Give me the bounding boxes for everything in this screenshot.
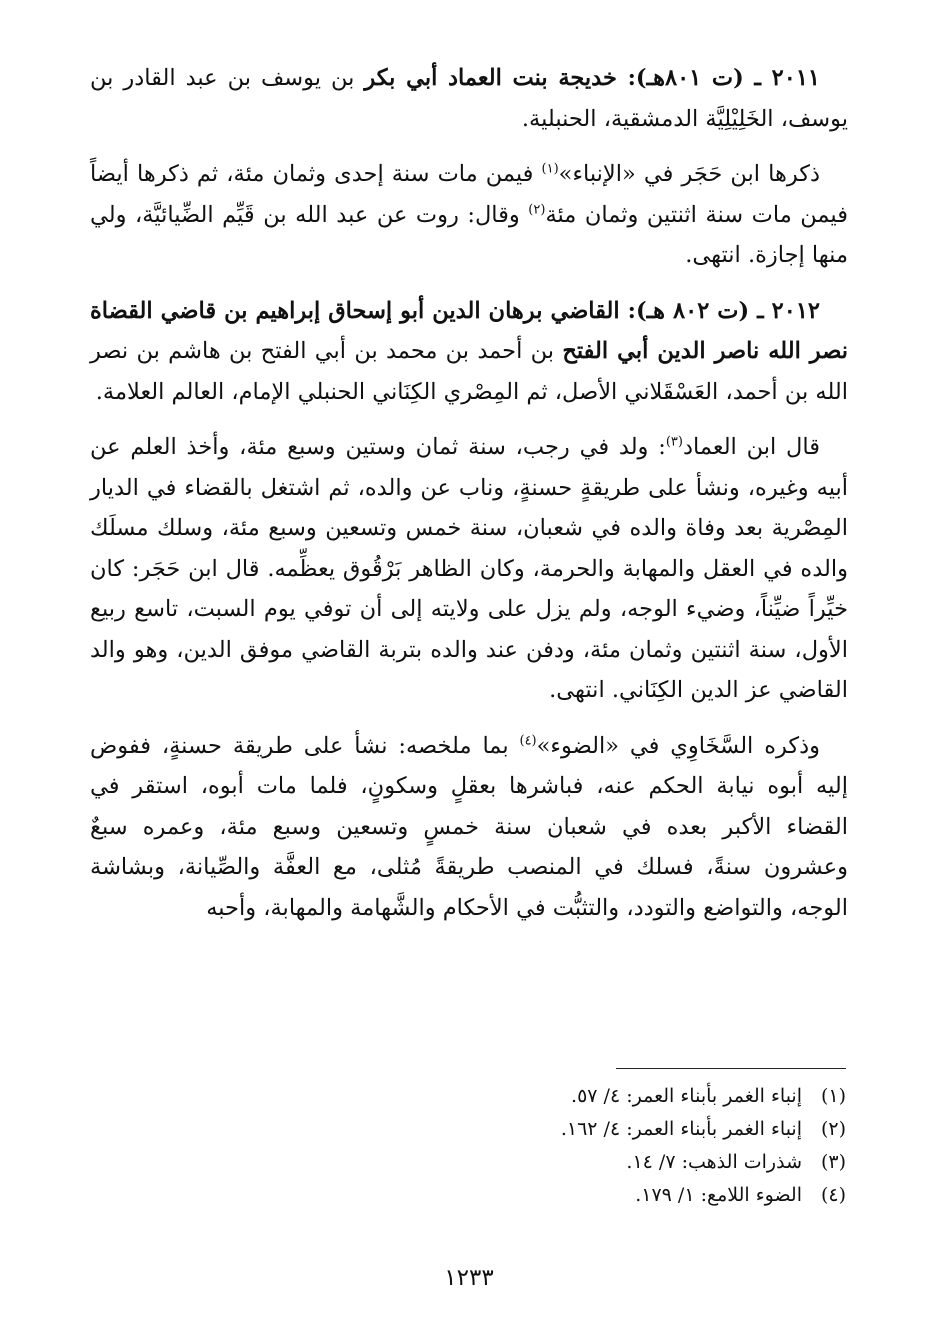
- footnote-number: (٤): [820, 1184, 846, 1206]
- paragraph-text: : ولد في رجب، سنة ثمان وستين وسبع مئة، وأخذ العلم عن أبيه وغيره، ونشأ على طريقةٍ حسنةٍ، وناب عن والده، ثم اشتغل بالقضاء في الديار المِصْرية بعد وفاة والده في شعبان، سنة خمس وتسعين وسبع مئة، وسلك مسلَك والده في العقل والمهابة والحرمة، وكان الظاهر بَرْقُوق يعظِّمه. قال ابن حَجَر: كان خيِّراً ضيِّناً، وضيء الوجه، ولم يزل على ولايته إلى أن توفي يوم السبت، تاسع ربيع الأول، سنة اثنتين وثمان مئة، ودفن عند والده بتربة القاضي موفق الدين، وهو والد القاضي عز الدين الكِنَاني. انتهى.: [90, 434, 848, 703]
- footnotes: [346, 1080, 846, 1212]
- paragraph-text: بما ملخصه: نشأ على طريقة حسنةٍ، ففوض إليه أبوه نيابة الحكم عنه، فباشرها بعقلٍ وسكونٍ، فلما مات أبوه، استقر في القضاء الأكبر بعده في شعبان سنة خمسٍ وتسعين وسبع مئة، وعمره سبعٌ وعشرون سنةً، فسلك في المنصب طريقةً مُثلى، مع العفَّة والصِّيانة، وبشاشة الوجه، والتواضع والتودد، والتثبُّت في الأحكام والشَّهامة والمهابة، وأحبه: [90, 732, 848, 921]
- footnote-ref-4: (٤): [519, 733, 537, 748]
- footnote-number: (١): [820, 1085, 846, 1107]
- entry-2011-lineage: بن يوسف بن عبد القادر بن يوسف، الخَلِيْلِيَّة الدمشقية، الحنبلية.: [90, 65, 848, 132]
- footnote-item: [346, 1113, 846, 1146]
- entry-2011: [90, 58, 848, 139]
- paragraph-text: وقال: روت عن عبد الله بن قَيِّم الضِّيائيَّة، ولي منها إجازة. انتهى.: [90, 201, 848, 268]
- entry-2012: [90, 291, 848, 413]
- footnote-text: إنباء الغمر بأبناء العمر: ٤/ ٥٧.: [571, 1085, 802, 1107]
- main-text: [90, 58, 848, 943]
- entry-2012-text: [90, 291, 848, 413]
- footnote-text: الضوء اللامع: ١/ ١٧٩.: [635, 1184, 802, 1206]
- footnote-ref-2: (٢): [528, 202, 546, 217]
- footnote-ref-3: (٣): [665, 434, 683, 450]
- paragraph-ibn-hajar: [90, 154, 848, 276]
- paragraph-text: فيمن مات سنة إحدى وثمان مئة، ثم ذكرها أيضاً فيمن مات سنة اثنتين وثمان مئة: [90, 161, 848, 228]
- footnote-item: [346, 1146, 846, 1179]
- footnote-item: [346, 1179, 846, 1212]
- footnote-number: (٢): [820, 1118, 846, 1140]
- entry-2011-heading: ٢٠١١ ـ (ت ٨٠١هـ):: [616, 65, 820, 91]
- footnote-item: [346, 1080, 846, 1113]
- entry-2012-heading: ٢٠١٢ ـ (ت ٨٠٢ هـ):: [619, 297, 820, 324]
- footnote-text: شذرات الذهب: ٧/ ١٤.: [626, 1151, 802, 1173]
- paragraph-ibn-al-imad: [90, 427, 848, 711]
- entry-2011-text: [90, 58, 848, 139]
- paragraph-text: قال ابن العماد: [682, 434, 821, 460]
- footnote-number: (٣): [820, 1151, 846, 1173]
- footnote-ref-1: (١): [541, 161, 559, 177]
- footnote-divider: [616, 1068, 846, 1069]
- entry-2011-name: خديجة بنت العماد أبي بكر: [364, 65, 617, 91]
- entry-2012-name: القاضي برهان الدين أبو إسحاق إبراهيم بن قاضي القضاة نصر الله ناصر الدين أبي الفتح: [90, 297, 848, 364]
- paragraph-text: ذكرها ابن حَجَر في «الإنباء»: [558, 161, 820, 187]
- paragraph-sakhawi: [90, 726, 848, 929]
- paragraph-text: وذكره السَّخَاوِي في «الضوء»: [536, 732, 821, 759]
- entry-2012-lineage: بن أحمد بن محمد بن أبي الفتح بن هاشم بن نصر الله بن أحمد، العَسْقَلاني الأصل، ثم المِصْري الكِنَاني الحنبلي الإمام، العالم العلامة.: [90, 338, 848, 405]
- page-number: ١٢٣٣: [444, 1265, 494, 1291]
- footnote-text: إنباء الغمر بأبناء العمر: ٤/ ١٦٢.: [560, 1118, 802, 1140]
